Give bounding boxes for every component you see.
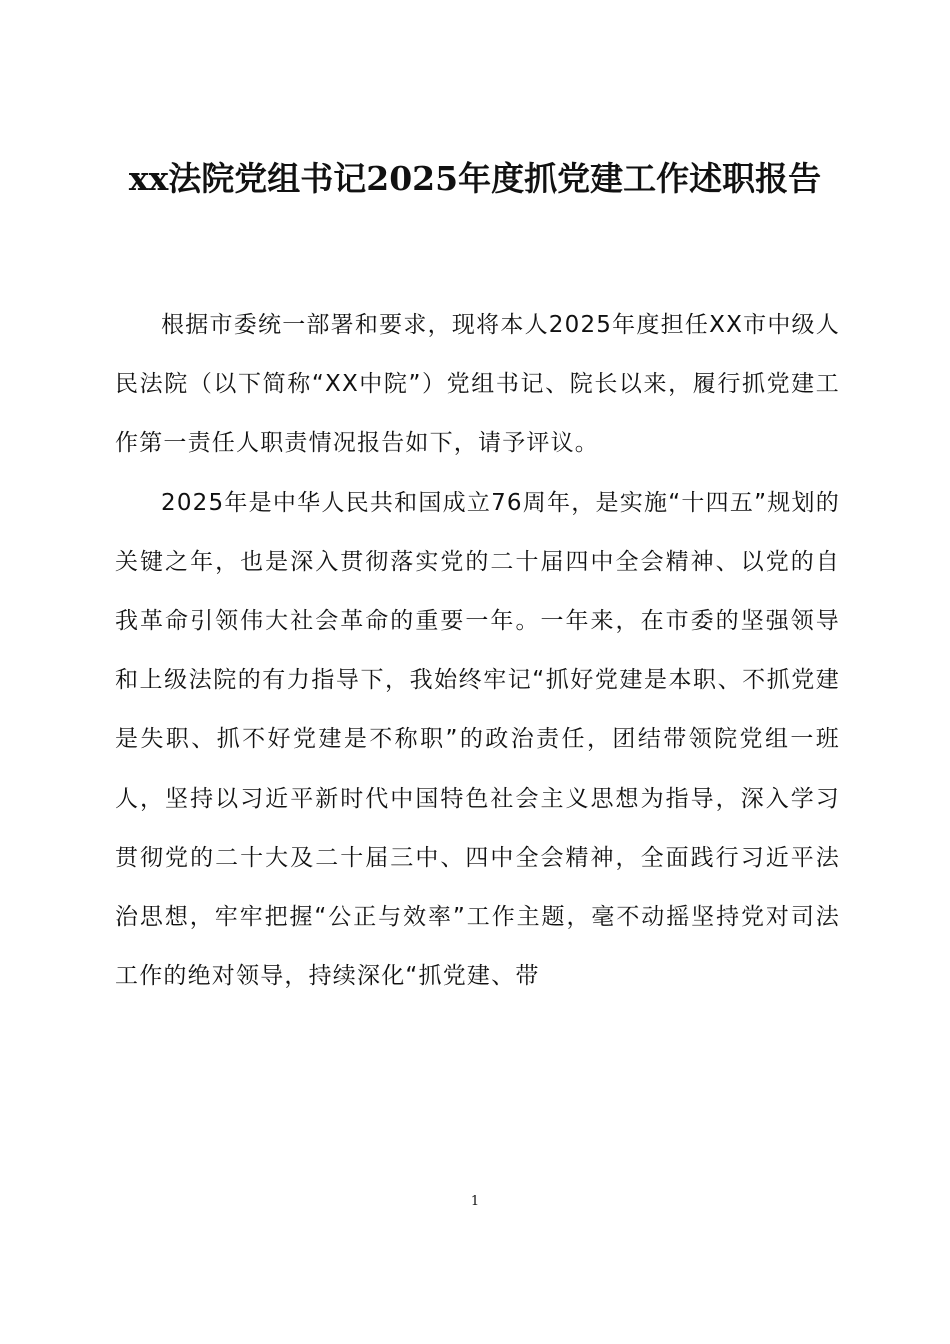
- page-number: 1: [470, 1194, 480, 1209]
- document-body: [115, 296, 840, 1006]
- paragraph-intro: 根据市委统一部署和要求，现将本人2025年度担任XX市中级人民法院（以下简称“XX中院”）党组书记、院长以来，履行抓党建工作第一责任人职责情况报告如下，请予评议。: [115, 312, 840, 457]
- paragraph-overview: 2025年是中华人民共和国成立76周年，是实施“十四五”规划的关键之年，也是深入贯彻落实党的二十届四中全会精神、以党的自我革命引领伟大社会革命的重要一年。一年来，在市委的坚强领导和上级法院的有力指导下，我始终牢记“抓好党建是本职、不抓党建是失职、抓不好党建是不称职”的政治责任，团结带领院党组一班人，坚持以习近平新时代中国特色社会主义思想为指导，深入学习贯彻党的二十大及二十届三中、四中全会精神，全面践行习近平法治思想，牢牢把握“公正与效率”工作主题，毫不动摇坚持党对司法工作的绝对领导，持续深化“抓党建、带: [115, 489, 840, 990]
- document-title: xx法院党组书记2025年度抓党建工作述职报告: [128, 159, 822, 198]
